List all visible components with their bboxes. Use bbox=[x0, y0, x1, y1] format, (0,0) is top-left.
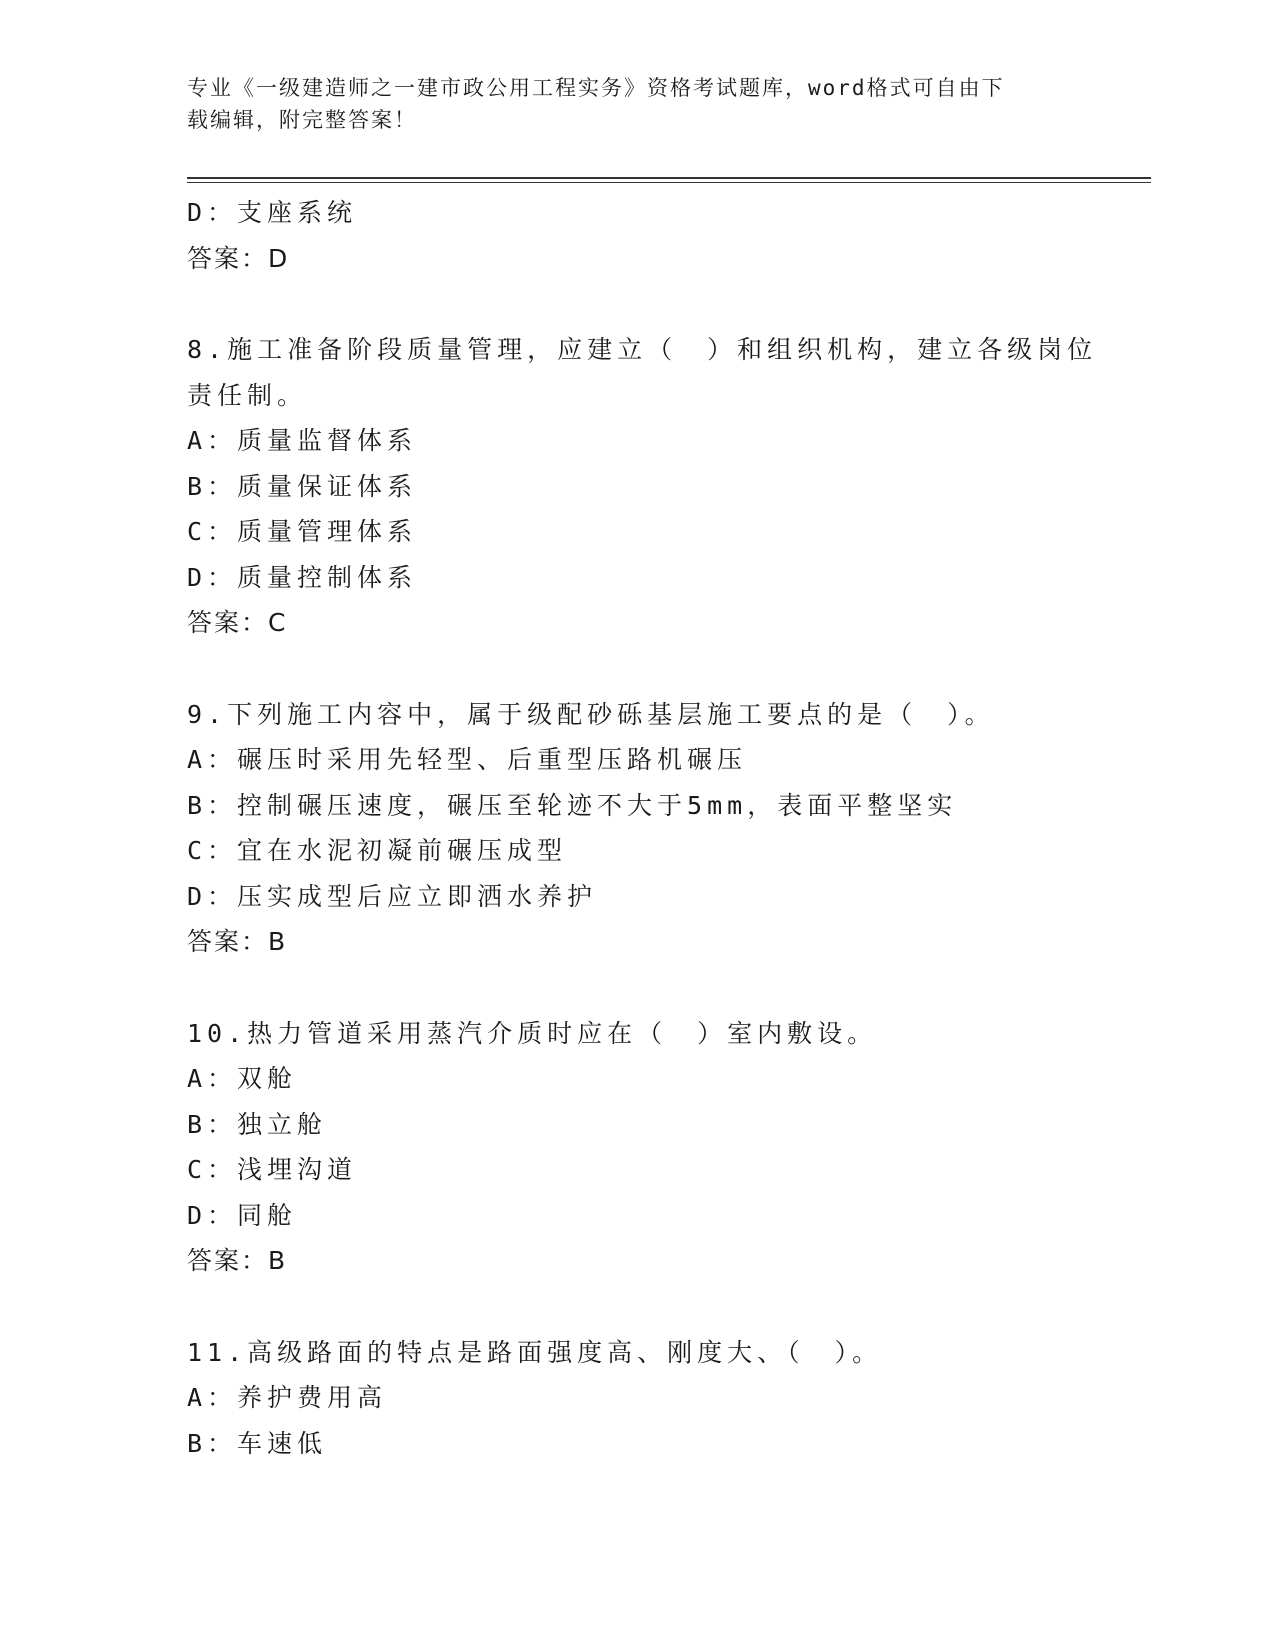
answer-line: 答案：B bbox=[187, 927, 288, 956]
option-a: A：双舱 bbox=[187, 1064, 298, 1093]
header-rule-thin bbox=[187, 182, 1151, 183]
question-10 bbox=[187, 1011, 1087, 1284]
answer-line: 答案：B bbox=[187, 1246, 288, 1275]
question-stem: 9.下列施工内容中，属于级配砂砾基层施工要点的是（ ）。 bbox=[187, 699, 995, 729]
option-c: C：宜在水泥初凝前碾压成型 bbox=[187, 836, 568, 865]
header-rule-thick bbox=[187, 177, 1151, 179]
question-list bbox=[187, 190, 1098, 1466]
header-line-1: 专业《一级建造师之一建市政公用工程实务》资格考试题库，word格式可自由下 bbox=[187, 76, 1005, 100]
option-c: C：质量管理体系 bbox=[187, 517, 418, 546]
option-a: A：养护费用高 bbox=[187, 1383, 388, 1412]
question-11 bbox=[187, 1330, 1087, 1467]
option-d: D：质量控制体系 bbox=[187, 562, 418, 592]
question-8 bbox=[187, 327, 1098, 646]
header-line-2: 载编辑，附完整答案！ bbox=[187, 108, 417, 132]
option-d: D：支座系统 bbox=[187, 198, 358, 227]
question-9 bbox=[187, 692, 1087, 965]
question-stem: 8.施工准备阶段质量管理，应建立（ ）和组织机构，建立各级岗位 bbox=[187, 335, 1098, 364]
option-b: B：车速低 bbox=[187, 1428, 328, 1458]
option-d: D：压实成型后应立即洒水养护 bbox=[187, 881, 598, 911]
question-stem: 11.高级路面的特点是路面强度高、刚度大、（ ）。 bbox=[187, 1337, 883, 1367]
answer-line: 答案：D bbox=[187, 243, 290, 273]
answer-line: 答案：C bbox=[187, 608, 288, 637]
option-a: A：质量监督体系 bbox=[187, 426, 418, 455]
option-b: B：质量保证体系 bbox=[187, 471, 418, 501]
option-b: B：独立舱 bbox=[187, 1109, 328, 1139]
question-stem: 10.热力管道采用蒸汽介质时应在（ ）室内敷设。 bbox=[187, 1018, 878, 1048]
option-a: A：碾压时采用先轻型、后重型压路机碾压 bbox=[187, 745, 748, 774]
option-b: B：控制碾压速度，碾压至轮迹不大于5mm，表面平整坚实 bbox=[187, 790, 958, 820]
option-d: D：同舱 bbox=[187, 1200, 298, 1230]
question-stem-cont: 责任制。 bbox=[187, 380, 308, 410]
option-c: C：浅埋沟道 bbox=[187, 1155, 358, 1184]
document-header bbox=[187, 72, 1087, 136]
